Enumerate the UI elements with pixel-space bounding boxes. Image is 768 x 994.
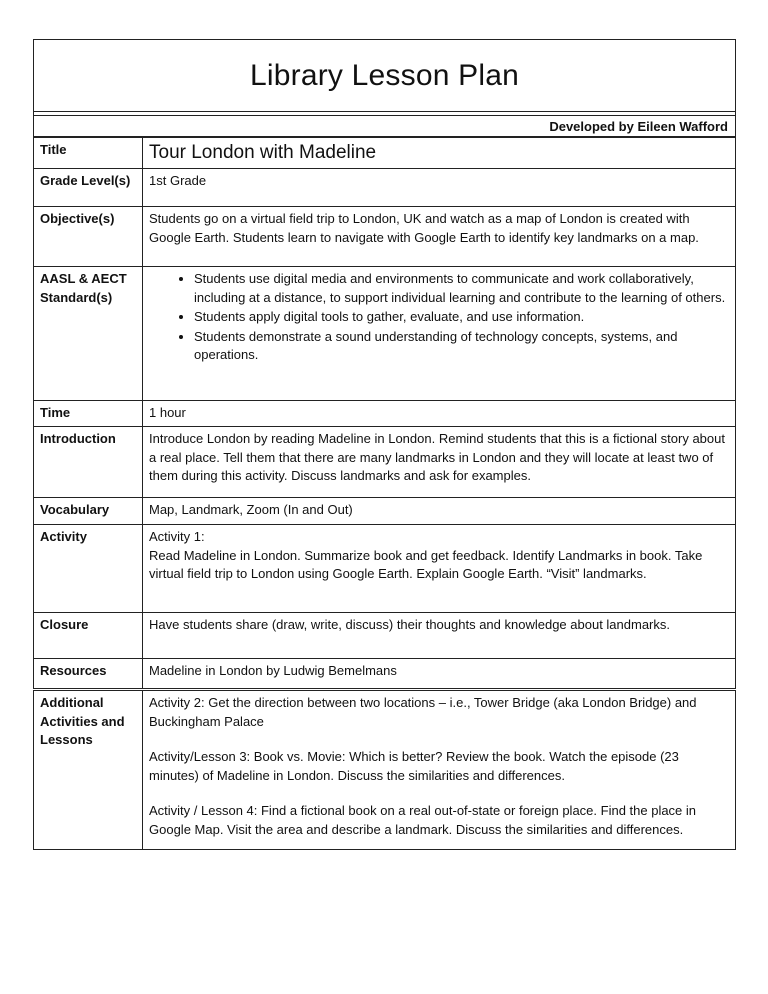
label-additional: Additional Activities and Lessons [34,690,143,850]
developer-credit-box [33,115,736,137]
title-box [33,39,736,112]
row-resources [34,659,736,690]
document-title: Library Lesson Plan [250,58,519,92]
developer-credit: Developed by Eileen Wafford [549,118,728,134]
row-standards [34,267,736,401]
value-closure: Have students share (draw, write, discuss) their thoughts and knowledge about landmarks. [143,613,736,659]
lesson-title: Tour London with Madeline [149,142,377,163]
label-vocabulary: Vocabulary [34,498,143,525]
value-time: 1 hour [143,401,736,427]
label-grade: Grade Level(s) [34,169,143,207]
value-title [143,138,736,169]
row-title [34,138,736,169]
value-vocabulary: Map, Landmark, Zoom (In and Out) [143,498,736,525]
list-item: • Students apply digital tools to gather, evaluate, and use information. [194,308,729,327]
additional-paragraph: Activity 2: Get the direction between two locations – i.e., Tower Bridge (aka London Bridge) and Buckingham Palace [149,695,697,729]
standards-list [149,270,729,365]
value-introduction: Introduce London by reading Madeline in London. Remind students that this is a fictional story about a real place. Tell them that there are many landmarks in London and they will locate at least two of them during this activity. Discuss landmarks and ask for examples. [143,427,736,498]
label-title: Title [34,138,143,169]
row-introduction [34,427,736,498]
value-objective: Students go on a virtual field trip to London, UK and watch as a map of London is created with Google Earth. Students learn to navigate with Google Earth to identify key landmarks on a map. [143,207,736,267]
value-additional [143,690,736,850]
row-grade [34,169,736,207]
label-activity: Activity [34,525,143,613]
label-standards: AASL & AECT Standard(s) [34,267,143,401]
additional-paragraph: Activity / Lesson 4: Find a fictional book on a real out-of-state or foreign place. Find the place in Google Map. Visit the area and describe a landmark. Discuss the similarities and differences. [149,803,697,837]
label-time: Time [34,401,143,427]
activity-heading: Activity 1: [149,529,205,544]
activity-text: Read Madeline in London. Summarize book and get feedback. Identify Landmarks in book. Take virtual field trip to London using Google Earth. Explain Google Earth. “Visit” landmarks. [149,547,703,581]
additional-paragraph: Activity/Lesson 3: Book vs. Movie: Which is better? Review the book. Watch the episode (23 minutes) of Madeline in London. Discuss the similarities and differences. [149,749,679,783]
row-vocabulary [34,498,736,525]
lesson-plan-table [33,137,736,850]
list-item: • Students demonstrate a sound understanding of technology concepts, systems, and operations. [194,328,729,365]
row-objective [34,207,736,267]
value-resources: Madeline in London by Ludwig Bemelmans [143,659,736,690]
row-activity [34,525,736,613]
value-grade: 1st Grade [143,169,736,207]
label-closure: Closure [34,613,143,659]
value-standards [143,267,736,401]
label-introduction: Introduction [34,427,143,498]
row-additional [34,690,736,850]
label-objective: Objective(s) [34,207,143,267]
lesson-plan-document [33,39,736,850]
row-closure [34,613,736,659]
label-resources: Resources [34,659,143,690]
value-activity [143,525,736,613]
list-item: • Students use digital media and environments to communicate and work collaboratively, including at a distance, to support individual learning and contribute to the learning of others. [194,270,729,307]
row-time [34,401,736,427]
